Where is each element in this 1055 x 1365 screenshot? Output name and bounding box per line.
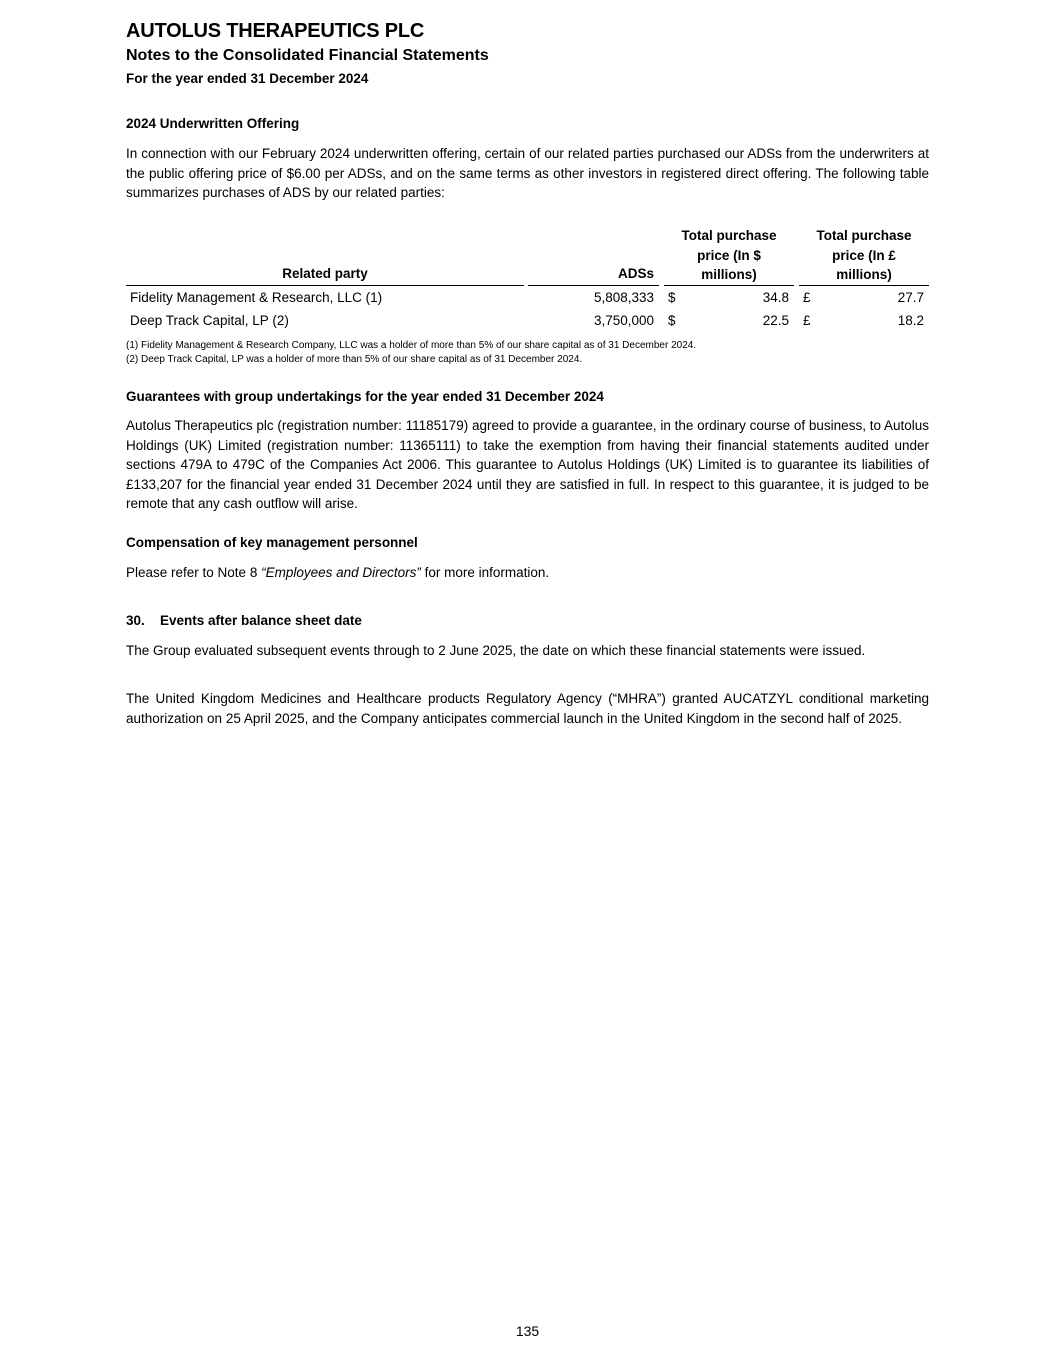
table-cell-gbp-symbol: £ xyxy=(803,313,811,328)
company-name: AUTOLUS THERAPEUTICS PLC xyxy=(126,20,425,42)
header-rule xyxy=(528,285,659,286)
guarantees-paragraph: Autolus Therapeutics plc (registration number: 11185179) agreed to provide a guarantee, in the ordinary course of business, to Autolus Holdings (UK) Limited (registration number: 11365111) to take the exemption from having their financial statements audited under sections 479A to 479C of the Companies Act 2006. This guarantee to Autolus Holdings (UK) Limited is to guarantee its liabilities of £133,207 for the financial year ended 31 December 2024 until they are satisfied in full. In respect to this guarantee, it is judged to be remote that any cash outflow will arise. xyxy=(126,418,929,511)
page-number: 135 xyxy=(515,1323,540,1339)
events-paragraph-1: The Group evaluated subsequent events through to 2 June 2025, the date on which these financial statements were issued. xyxy=(126,643,866,658)
table-cell-usd-symbol: $ xyxy=(668,313,676,328)
header-usd-line2: price (In $ xyxy=(697,247,761,263)
header-gbp-price xyxy=(799,226,929,285)
header-rule xyxy=(664,285,794,286)
table-cell-party: Fidelity Management & Research, LLC (1) xyxy=(130,290,383,305)
footnote-1: (1) Fidelity Management & Research Company, LLC was a holder of more than 5% of our share capital as of 31 December 2024. xyxy=(126,340,697,351)
compensation-text-before: Please refer to Note 8 xyxy=(126,565,262,580)
events-heading xyxy=(126,613,362,628)
period-subtitle: For the year ended 31 December 2024 xyxy=(126,71,369,86)
table-cell-party: Deep Track Capital, LP (2) xyxy=(130,313,289,328)
compensation-heading: Compensation of key management personnel xyxy=(126,535,418,550)
header-adss: ADSs xyxy=(617,266,654,281)
table-cell-usd: 22.5 xyxy=(762,313,789,328)
underwritten-offering-heading: 2024 Underwritten Offering xyxy=(126,116,300,131)
table-cell-usd: 34.8 xyxy=(762,290,789,305)
compensation-note-reference: “Employees and Directors” xyxy=(261,565,421,580)
table-cell-adss: 3,750,000 xyxy=(593,313,654,328)
compensation-text-after: for more information. xyxy=(420,565,550,580)
notes-title: Notes to the Consolidated Financial Statements xyxy=(126,47,489,64)
header-usd-line3: millions) xyxy=(701,267,757,282)
header-gbp-line1: Total purchase xyxy=(816,228,912,243)
footnote-2: (2) Deep Track Capital, LP was a holder of more than 5% of our share capital as of 31 December 2024. xyxy=(126,354,583,365)
header-gbp-line3: millions) xyxy=(836,267,892,282)
events-section-number: 30. xyxy=(126,613,145,628)
compensation-paragraph xyxy=(126,563,929,583)
underwritten-offering-paragraph: In connection with our February 2024 underwritten offering, certain of our related parties purchased our ADSs from the underwriters at the public offering price of $6.00 per ADSs, and on the same terms as other investors in registered direct offering. The following table summarizes purchases of ADS by our related parties: xyxy=(126,146,929,200)
header-rule xyxy=(799,285,929,286)
header-gbp-line2: price (In £ xyxy=(832,247,896,263)
header-related-party: Related party xyxy=(282,266,368,281)
header-usd-line1: Total purchase xyxy=(681,228,777,243)
events-section-title: Events after balance sheet date xyxy=(160,613,362,628)
table-cell-gbp-symbol: £ xyxy=(803,290,811,305)
header-rule xyxy=(126,285,524,286)
events-paragraph-2: The United Kingdom Medicines and Healthcare products Regulatory Agency (“MHRA”) granted AUCATZYL conditional marketing authorization on 25 April 2025, and the Company anticipates commercial launch in the United Kingdom in the second half of 2025. xyxy=(126,691,929,726)
table-cell-usd-symbol: $ xyxy=(668,290,676,305)
table-cell-gbp: 18.2 xyxy=(897,313,924,328)
table-cell-gbp: 27.7 xyxy=(897,290,924,305)
header-usd-price xyxy=(664,226,794,285)
table-cell-adss: 5,808,333 xyxy=(593,290,654,305)
guarantees-heading: Guarantees with group undertakings for the year ended 31 December 2024 xyxy=(126,389,604,404)
